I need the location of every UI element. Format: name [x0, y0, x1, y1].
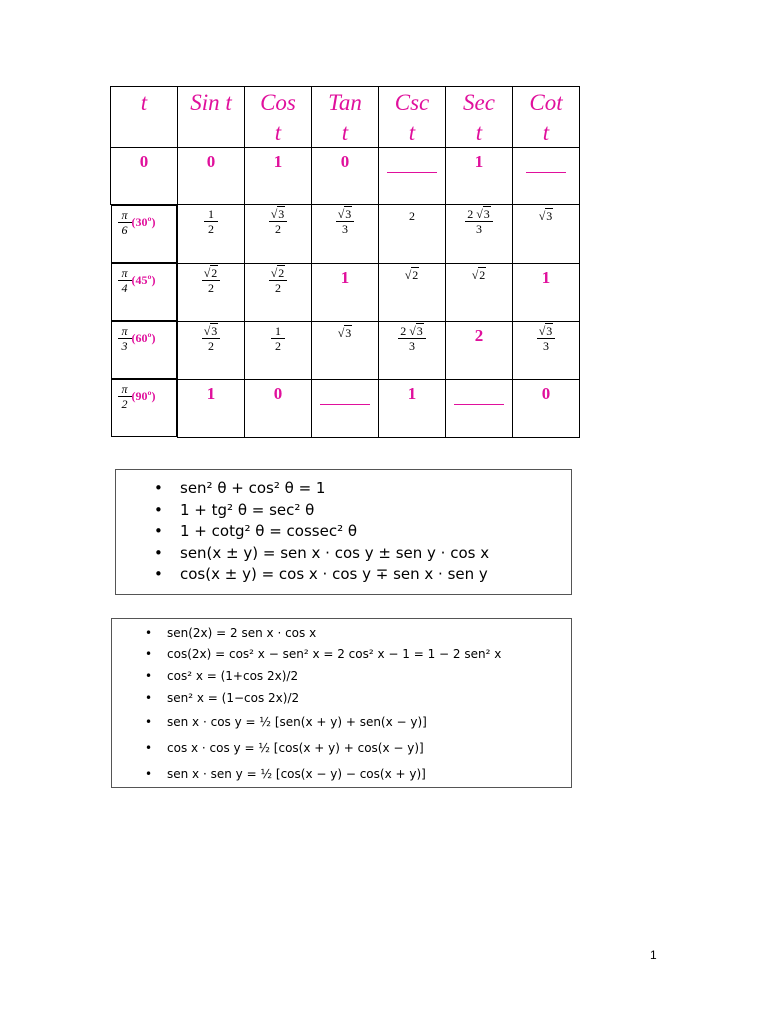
cell-sin-90: 1 [178, 379, 245, 437]
table-row-45 [111, 263, 580, 321]
identity-item: • cos(x ± y) = cos x · cos y ∓ sen x · sen y [154, 564, 571, 586]
table-row-90 [111, 379, 580, 437]
angle-fraction: $\frac{\pi}{6}$ [118, 208, 132, 237]
cell-cot-30: √3 [513, 205, 580, 264]
undefined-blank [320, 390, 370, 405]
angle-fraction: $\frac{\pi}{4}$ [118, 266, 132, 295]
cell-csc-45: √2 [379, 263, 446, 321]
cell-sin-60: $\frac{√3}{2}$ [178, 321, 245, 379]
cell-t-60 [111, 321, 178, 379]
cell-tan-60: √3 [312, 321, 379, 379]
header-t: t [111, 87, 178, 148]
cell-csc-30: 2 [379, 205, 446, 264]
cell-sec-30: $\frac{2 √3}{3}$ [446, 205, 513, 264]
cell-sin-0: 0 [178, 148, 245, 205]
cell-sin-45: $\frac{√2}{2}$ [178, 263, 245, 321]
formula-item: • cos² x = (1+cos 2x)/2 [145, 665, 571, 687]
cell-tan-30: $\frac{√3}{3}$ [312, 205, 379, 264]
cell-cos-45: $\frac{√2}{2}$ [245, 263, 312, 321]
header-sec: Sec t [446, 87, 513, 148]
angle-fraction: $\frac{\pi}{3}$ [118, 324, 132, 353]
cell-cot-45: 1 [513, 263, 580, 321]
cell-sec-0: 1 [446, 148, 513, 205]
angle-degrees: (30º) [131, 215, 156, 229]
identities-list [116, 470, 571, 586]
cell-csc-60: $\frac{2 √3}{3}$ [379, 321, 446, 379]
page-number: 1 [650, 948, 657, 962]
angle-degrees: (60º) [131, 331, 156, 345]
cell-sec-45: √2 [446, 263, 513, 321]
undefined-blank [454, 390, 504, 405]
angle-fraction: $\frac{\pi}{2}$ [118, 382, 132, 411]
header-tan: Tan t [312, 87, 379, 148]
header-row [111, 87, 580, 148]
formula-item: • sen x · sen y = ½ [cos(x − y) − cos(x + y)] [145, 761, 571, 787]
cell-cos-0: 1 [245, 148, 312, 205]
formula-item: • sen(2x) = 2 sen x · cos x [145, 623, 571, 644]
trig-values-table [110, 86, 580, 438]
identity-item: • sen² θ + cos² θ = 1 [154, 478, 571, 500]
cell-tan-45: 1 [312, 263, 379, 321]
cell-cos-60: $\frac{1}{2}$ [245, 321, 312, 379]
identity-item: • 1 + cotg² θ = cossec² θ [154, 521, 571, 543]
identity-item: • sen(x ± y) = sen x · cos y ± sen y · cos x [154, 543, 571, 565]
header-cot: Cot t [513, 87, 580, 148]
angle-degrees: (45º) [131, 273, 156, 287]
cell-t-30 [111, 205, 178, 263]
cell-sec-90-undefined [446, 379, 513, 437]
undefined-blank [387, 158, 437, 173]
undefined-blank [526, 158, 566, 173]
formula-item: • cos x · cos y = ½ [cos(x + y) + cos(x − y)] [145, 735, 571, 761]
identities-box [115, 469, 572, 595]
cell-t-0: 0 [111, 148, 178, 205]
table-row-60 [111, 321, 580, 379]
formulas-list [112, 619, 571, 787]
formula-item: • sen x · cos y = ½ [sen(x + y) + sen(x − y)] [145, 709, 571, 735]
angle-degrees: (90º) [131, 389, 156, 403]
cell-cot-90: 0 [513, 379, 580, 437]
header-sin: Sin t [178, 87, 245, 148]
cell-tan-90-undefined [312, 379, 379, 437]
cell-cot-0-undefined [513, 148, 580, 205]
formula-item: • cos(2x) = cos² x − sen² x = 2 cos² x − 1 = 1 − 2 sen² x [145, 644, 571, 665]
formula-item: • sen² x = (1−cos 2x)/2 [145, 687, 571, 709]
header-csc: Csc t [379, 87, 446, 148]
identity-item: • 1 + tg² θ = sec² θ [154, 500, 571, 522]
cell-tan-0: 0 [312, 148, 379, 205]
header-cos: Cos t [245, 87, 312, 148]
table-row-30 [111, 205, 580, 264]
cell-sec-60: 2 [446, 321, 513, 379]
cell-t-45 [111, 263, 178, 321]
table-row-0 [111, 148, 580, 205]
cell-cos-90: 0 [245, 379, 312, 437]
cell-cot-60: $\frac{√3}{3}$ [513, 321, 580, 379]
cell-csc-90: 1 [379, 379, 446, 437]
cell-t-90 [111, 379, 178, 437]
cell-sin-30: $\frac{1}{2}$ [178, 205, 245, 264]
cell-cos-30: $\frac{√3}{2}$ [245, 205, 312, 264]
formulas-box [111, 618, 572, 788]
cell-csc-0-undefined [379, 148, 446, 205]
